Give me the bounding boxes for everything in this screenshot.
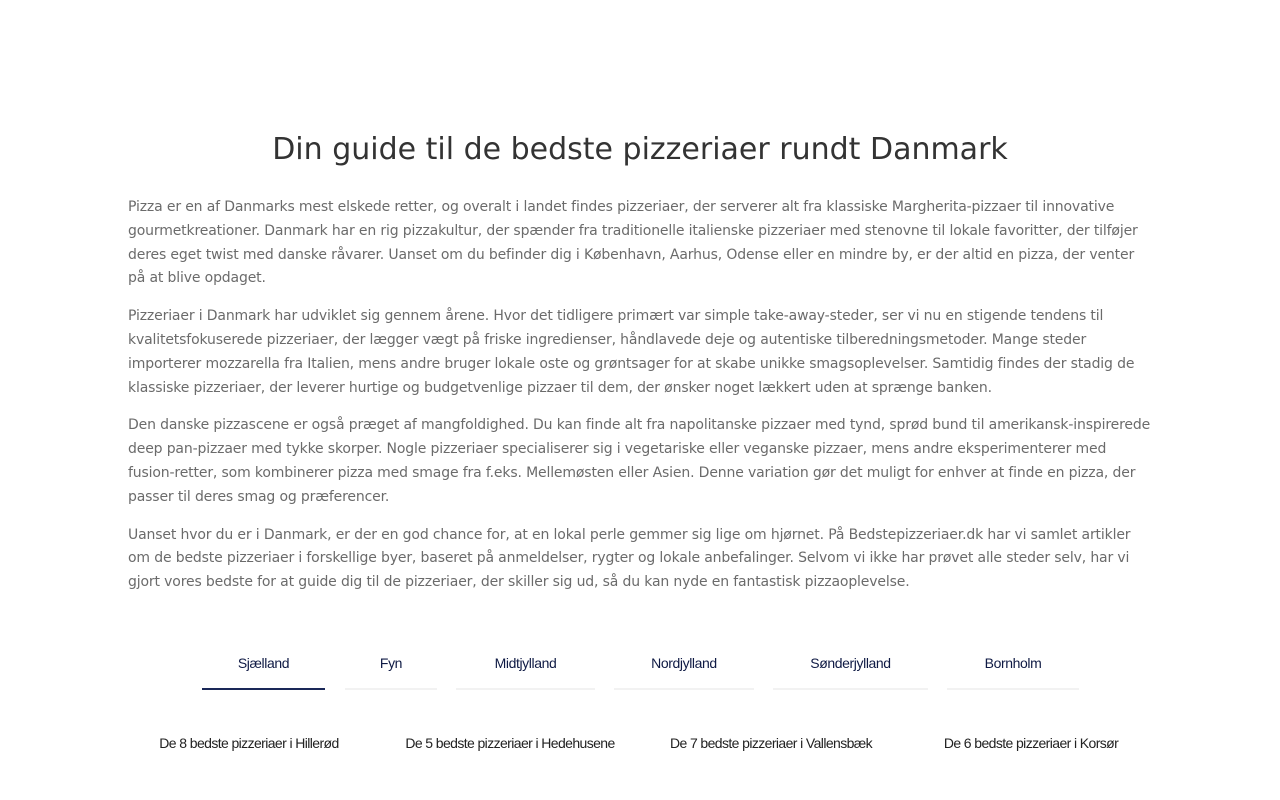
tab-sonderjylland[interactable]: Sønderjylland bbox=[773, 640, 928, 690]
page-title: Din guide til de bedste pizzeriaer rundt Danmark bbox=[272, 132, 1008, 167]
tab-sjaelland[interactable]: Sjælland bbox=[202, 640, 325, 690]
intro-paragraph: Den danske pizzascene er også præget af mangfoldighed. Du kan finde alt fra napolitanske pizzaer med tynd, sprød bund til amerikansk-inspirerede deep pan-pizzaer med tykke skorper. Nogle pizzeriaer specialiserer sig i vegetariske eller veganske pizzaer, mens andre eksperimenterer med fusion-retter, som kombinerer pizza med smage fra f.eks. Mellemøsten eller Asien. Denne variation gør det muligt for enhver at finde en pizza, der passer til deres smag og præferencer. bbox=[128, 417, 1151, 505]
tab-nordjylland[interactable]: Nordjylland bbox=[614, 640, 754, 690]
article-link[interactable]: De 6 bedste pizzeriaer i Korsør bbox=[943, 735, 1119, 751]
tab-midtjylland[interactable]: Midtjylland bbox=[456, 640, 595, 690]
intro-text bbox=[128, 196, 1152, 609]
tab-bornholm[interactable]: Bornholm bbox=[947, 640, 1079, 690]
intro-paragraph: Pizza er en af Danmarks mest elskede retter, og overalt i landet findes pizzeriaer, der serverer alt fra klassiske Margherita-pizzaer til innovative gourmetkreationer. Danmark har en rig pizzakultur, der spænder fra traditionelle italienske pizzeriaer med stenovne til lokale favoritter, der tilføjer deres eget twist med danske råvarer. Uanset om du befinder dig i København, Aarhus, Odense eller en mindre by, er der altid en pizza, der venter på at blive opdaget. bbox=[128, 199, 1138, 287]
intro-paragraph: Pizzeriaer i Danmark har udviklet sig gennem årene. Hvor det tidligere primært var simple take-away-steder, ser vi nu en stigende tendens til kvalitetsfokuserede pizzeriaer, der lægger vægt på friske ingredienser, håndlavede deje og autentiske tilberedningsmetoder. Mange steder importerer mozzarella fra Italien, mens andre bruger lokale oste og grøntsager for at skabe unikke smagsoplevelser. Samtidig findes der stadig de klassiske pizzeriaer, der leverer hurtige og budgetvenlige pizzaer til dem, der ønsker noget lækkert uden at sprænge banken. bbox=[128, 308, 1135, 396]
article-link[interactable]: De 5 bedste pizzeriaer i Hedehusene bbox=[405, 735, 615, 751]
article-link[interactable]: De 7 bedste pizzeriaer i Vallensbæk bbox=[669, 735, 873, 751]
region-tabs bbox=[0, 640, 1280, 692]
tab-fyn[interactable]: Fyn bbox=[345, 640, 437, 690]
article-link[interactable]: De 8 bedste pizzeriaer i Hillerød bbox=[159, 735, 339, 751]
intro-paragraph: Uanset hvor du er i Danmark, er der en god chance for, at en lokal perle gemmer sig lige om hjørnet. På Bedstepizzeriaer.dk har vi samlet artikler om de bedste pizzeriaer i forskellige byer, baseret på anmeldelser, rygter og lokale anbefalinger. Selvom vi ikke har prøvet alle steder selv, har vi gjort vores bedste for at guide dig til de pizzeriaer, der skiller sig ud, så du kan nyde en fantastisk pizzaoplevelse. bbox=[128, 526, 1131, 591]
